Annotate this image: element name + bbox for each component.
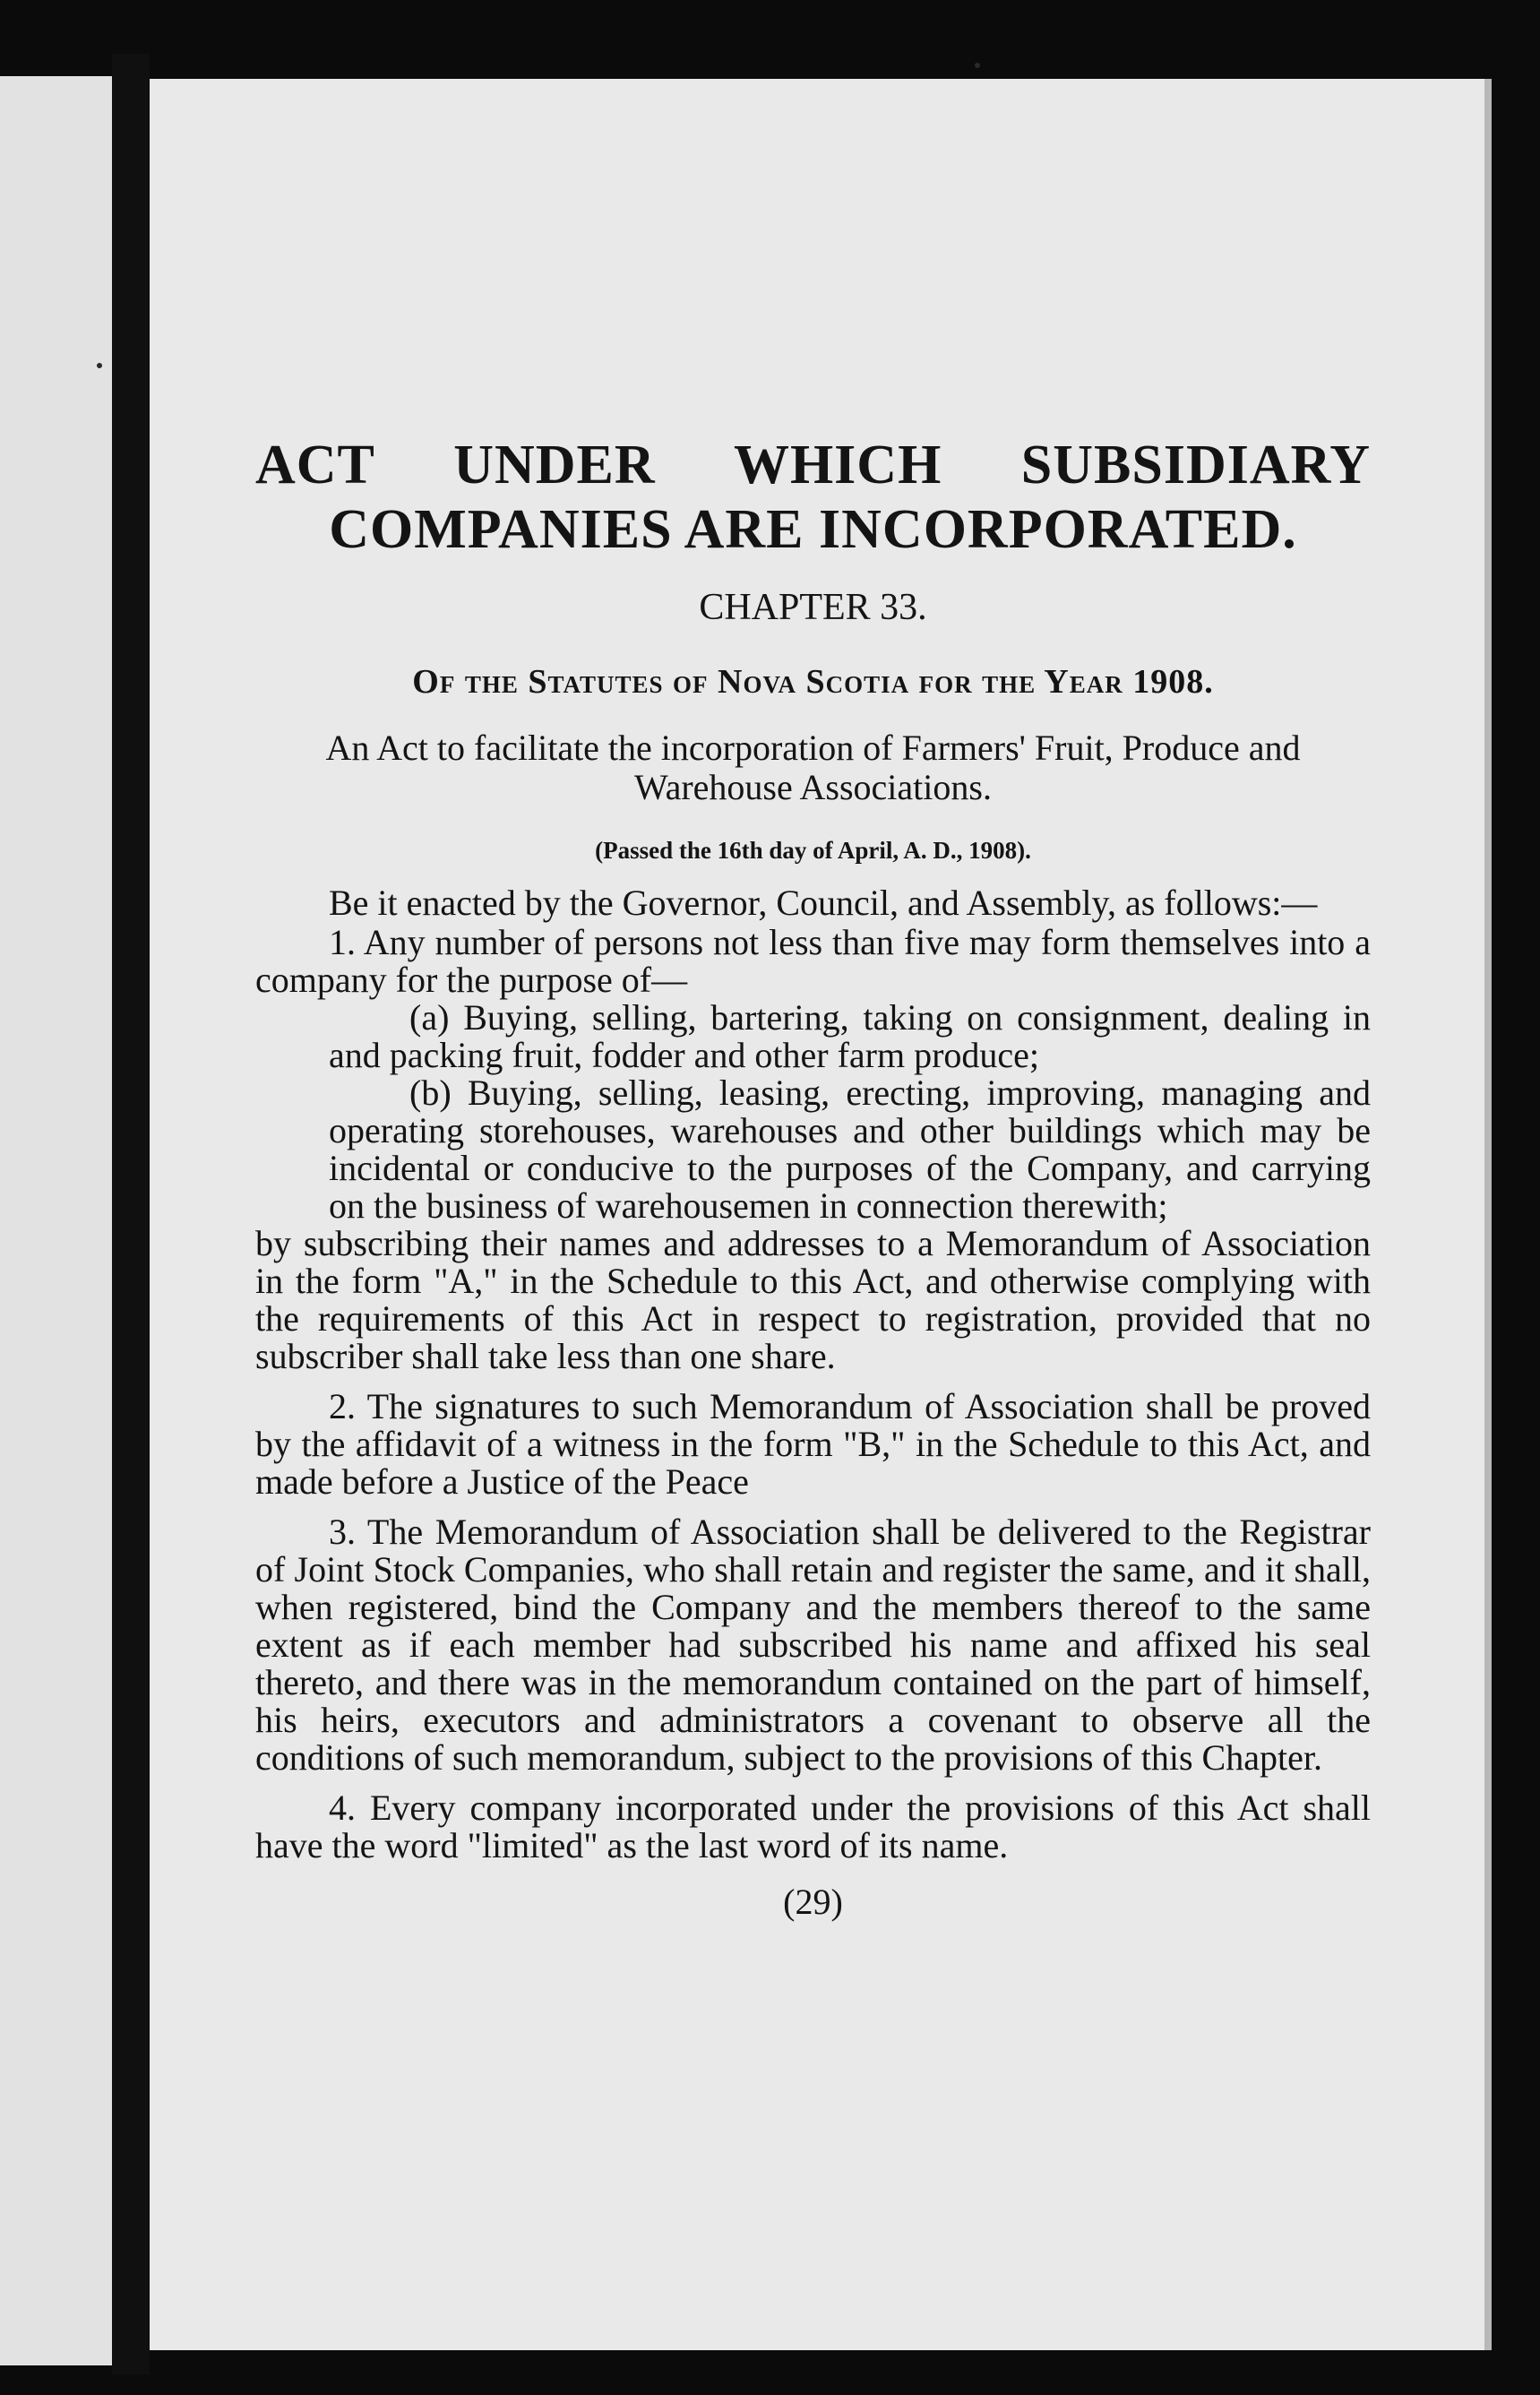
facing-page-edge [0, 76, 112, 2365]
scan-speck [97, 363, 102, 368]
book-gutter [112, 54, 150, 2374]
page-text [255, 433, 1371, 1924]
section-1-intro: 1. Any number of persons not less than five may form themselves into a company for the purpose of— [255, 922, 1371, 1000]
act-title-line-1: ACT UNDER WHICH SUBSIDIARY [255, 435, 1371, 495]
section-1-closing: by subscribing their names and addresses to a Memorandum of Association in the form "A," in the Schedule to this Act, and otherwise complying with the requirements of this Act in respect to registration, provided that no subscriber shall take less than one share. [255, 1223, 1371, 1376]
act-title-line-2: COMPANIES ARE INCORPORATED. [329, 499, 1297, 560]
enacting-clause: Be it enacted by the Governor, Council, and Assembly, as follows:— [329, 883, 1318, 923]
page-right-edge [1484, 79, 1492, 2350]
scan-speck [975, 63, 980, 68]
statutes-heading: Of the Statutes of Nova Scotia for the Year 1908. [412, 663, 1214, 701]
section-1-clause-a: (a) Buying, selling, bartering, taking on consignment, dealing in and packing fruit, fodder and other farm produce; [329, 997, 1371, 1075]
section-1-clause-b: (b) Buying, selling, leasing, erecting, improving, managing and operating storehouses, warehouses and other buildings which may be incidental or conducive to the purposes of the Company, and carrying on the business of warehousemen in connection therewith; [329, 1073, 1371, 1226]
passed-date: (Passed the 16th day of April, A. D., 1908). [595, 837, 1031, 864]
section-2: 2. The signatures to such Memorandum of Association shall be proved by the affidavit of a witness in the form "B," in the Schedule to this Act, and made before a Justice of the Peace [255, 1386, 1371, 1502]
section-4: 4. Every company incorporated under the provisions of this Act shall have the word "limited" as the last word of its name. [255, 1788, 1371, 1865]
section-3: 3. The Memorandum of Association shall be delivered to the Registrar of Joint Stock Companies, who shall retain and register the same, and it shall, when registered, bind the Company and the members thereof to the same extent as if each member had subscribed his name and affixed his seal thereto, and there was in the memorandum contained on the part of himself, his heirs, executors and administrators a covenant to observe all the conditions of such memorandum, subject to the provisions of this Chapter. [255, 1512, 1371, 1778]
chapter-heading: CHAPTER 33. [699, 587, 927, 628]
document-page [150, 79, 1484, 2350]
page-number: (29) [783, 1882, 843, 1922]
act-description: An Act to facilitate the incorporation of Farmers' Fruit, Produce and Warehouse Associations. [325, 728, 1301, 807]
